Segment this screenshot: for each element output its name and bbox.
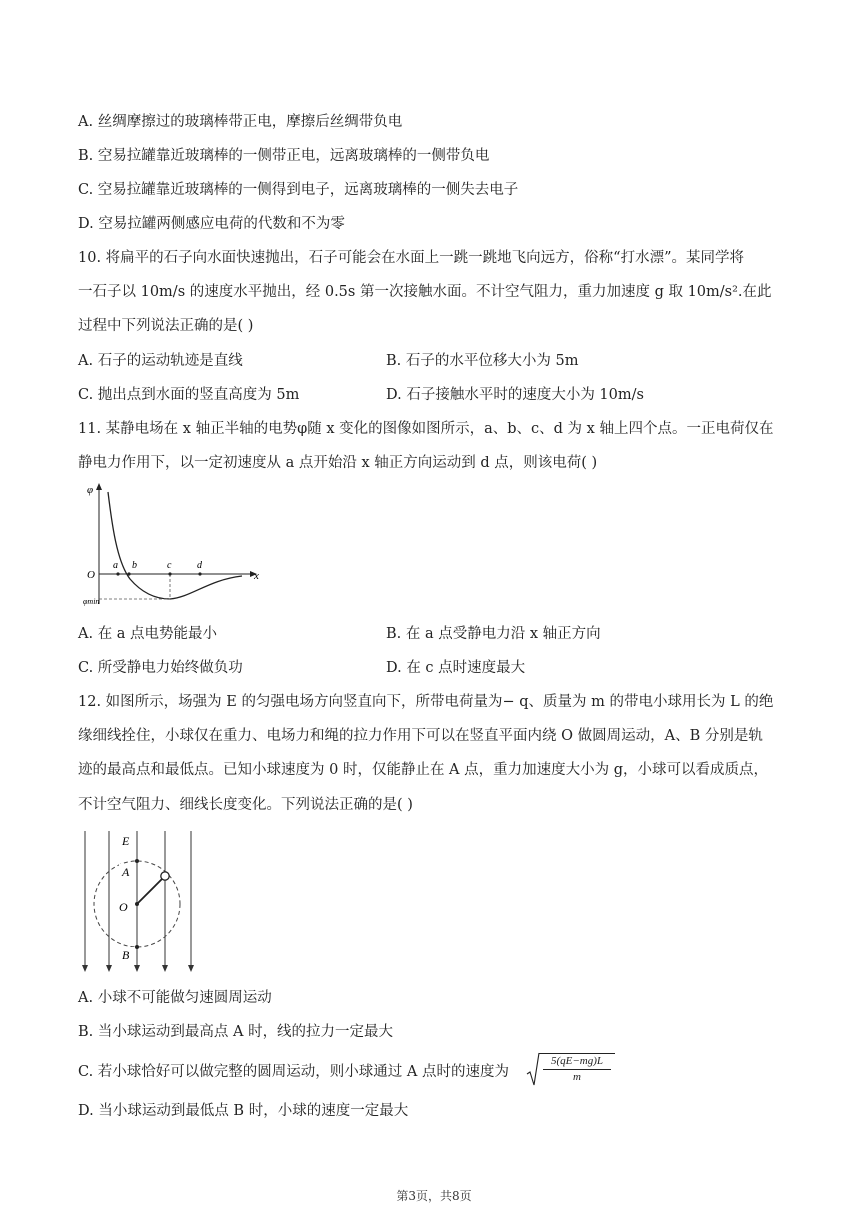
sqrt-formula (526, 1052, 616, 1088)
ball (161, 872, 169, 880)
q11-option-c: C. 所受静电力始终做负功 (78, 660, 243, 676)
point-o (135, 902, 139, 906)
field-figure (75, 826, 205, 976)
phi-label: φ (87, 484, 94, 496)
point-a (135, 859, 139, 863)
potential-graph (82, 480, 262, 610)
q12-stem-line4: 不计空气阻力、细线长度变化。下列说法正确的是( ) (78, 797, 413, 813)
origin-label: O (87, 569, 95, 581)
point-d (198, 572, 201, 575)
q11-stem-line1: 11. 某静电场在 x 轴正半轴的电势φ随 x 变化的图像如图所示，a、b、c、d 为 x 轴上四个点。一正电荷仅在 (78, 421, 774, 437)
phi-axis-arrow (96, 483, 102, 490)
q9-option-d: D. 空易拉罐两侧感应电荷的代数和不为零 (78, 216, 345, 232)
q10-option-b: B. 石子的水平位移大小为 5m (386, 353, 579, 369)
q10-option-d: D. 石子接触水平时的速度大小为 10m/s (386, 387, 644, 403)
string-line (137, 876, 165, 904)
q11-option-a: A. 在 a 点电势能最小 (78, 626, 218, 642)
q12-option-c: C. 若小球恰好可以做完整的圆周运动，则小球通过 A 点时的速度为 (78, 1064, 509, 1080)
q12-option-d: D. 当小球运动到最低点 B 时，小球的速度一定最大 (78, 1103, 409, 1119)
q12-stem-line1: 12. 如图所示，场强为 E 的匀强电场方向竖直向下，所带电荷量为− q、质量为 m 的带电小球用长为 L 的绝 (78, 694, 774, 710)
q10-option-a: A. 石子的运动轨迹是直线 (78, 353, 243, 369)
point-a (116, 572, 119, 575)
e-label: E (122, 834, 130, 848)
o-label: O (119, 900, 128, 914)
phimin-label: φmin (83, 597, 100, 606)
q9-option-c: C. 空易拉罐靠近玻璃棒的一侧得到电子，远离玻璃棒的一侧失去电子 (78, 182, 519, 198)
page-footer: 第3页，共8页 (396, 1189, 472, 1203)
a-label: a (113, 560, 118, 571)
q12-option-a: A. 小球不可能做匀速圆周运动 (78, 990, 272, 1006)
b-label: b (132, 560, 137, 571)
d-label: d (197, 560, 202, 571)
q10-option-c: C. 抛出点到水面的竖直高度为 5m (78, 387, 300, 403)
formula-denominator: m (573, 1071, 581, 1083)
c-label: c (167, 560, 172, 571)
point-b (135, 945, 139, 949)
field-arrows (82, 965, 194, 972)
q10-stem-line1: 10. 将扁平的石子向水面快速抛出，石子可能会在水面上一跳一跳地飞向远方，俗称“打水漂”。某同学将 (78, 250, 744, 266)
q10-stem-line2: 一石子以 10m/s 的速度水平抛出，经 0.5s 第一次接触水面。不计空气阻力，重力加速度 g 取 10m/s².在此 (78, 284, 772, 300)
q12-stem-line2: 缘细线拴住，小球仅在重力、电场力和绳的拉力作用下可以在竖直平面内绕 O 做圆周运动，A、B 分别是轨 (78, 728, 763, 744)
point-c (168, 572, 171, 575)
point-b (127, 572, 130, 575)
q9-option-b: B. 空易拉罐靠近玻璃棒的一侧带正电，远离玻璃棒的一侧带负电 (78, 148, 490, 164)
radical-sign (526, 1052, 540, 1088)
q12-option-b: B. 当小球运动到最高点 A 时，线的拉力一定最大 (78, 1024, 394, 1040)
q11-option-d: D. 在 c 点时速度最大 (386, 660, 526, 676)
a-label: A (122, 865, 130, 879)
b-label: B (122, 948, 130, 962)
x-label: x (254, 570, 259, 582)
q10-stem-line3: 过程中下列说法正确的是( ) (78, 318, 254, 334)
q11-option-b: B. 在 a 点受静电力沿 x 轴正方向 (386, 626, 601, 642)
radical-bar (539, 1053, 615, 1054)
formula-numerator: 5(qE−mg)L (550, 1055, 604, 1067)
potential-curve (108, 492, 242, 599)
fraction-bar (543, 1069, 611, 1070)
q11-stem-line2: 静电力作用下，以一定初速度从 a 点开始沿 x 轴正方向运动到 d 点，则该电荷( ) (78, 455, 598, 471)
q12-stem-line3: 迹的最高点和最低点。已知小球速度为 0 时，仅能静止在 A 点，重力加速度大小为 g，小球可以看成质点， (78, 762, 769, 778)
q9-option-a: A. 丝绸摩擦过的玻璃棒带正电，摩擦后丝绸带负电 (78, 114, 403, 130)
